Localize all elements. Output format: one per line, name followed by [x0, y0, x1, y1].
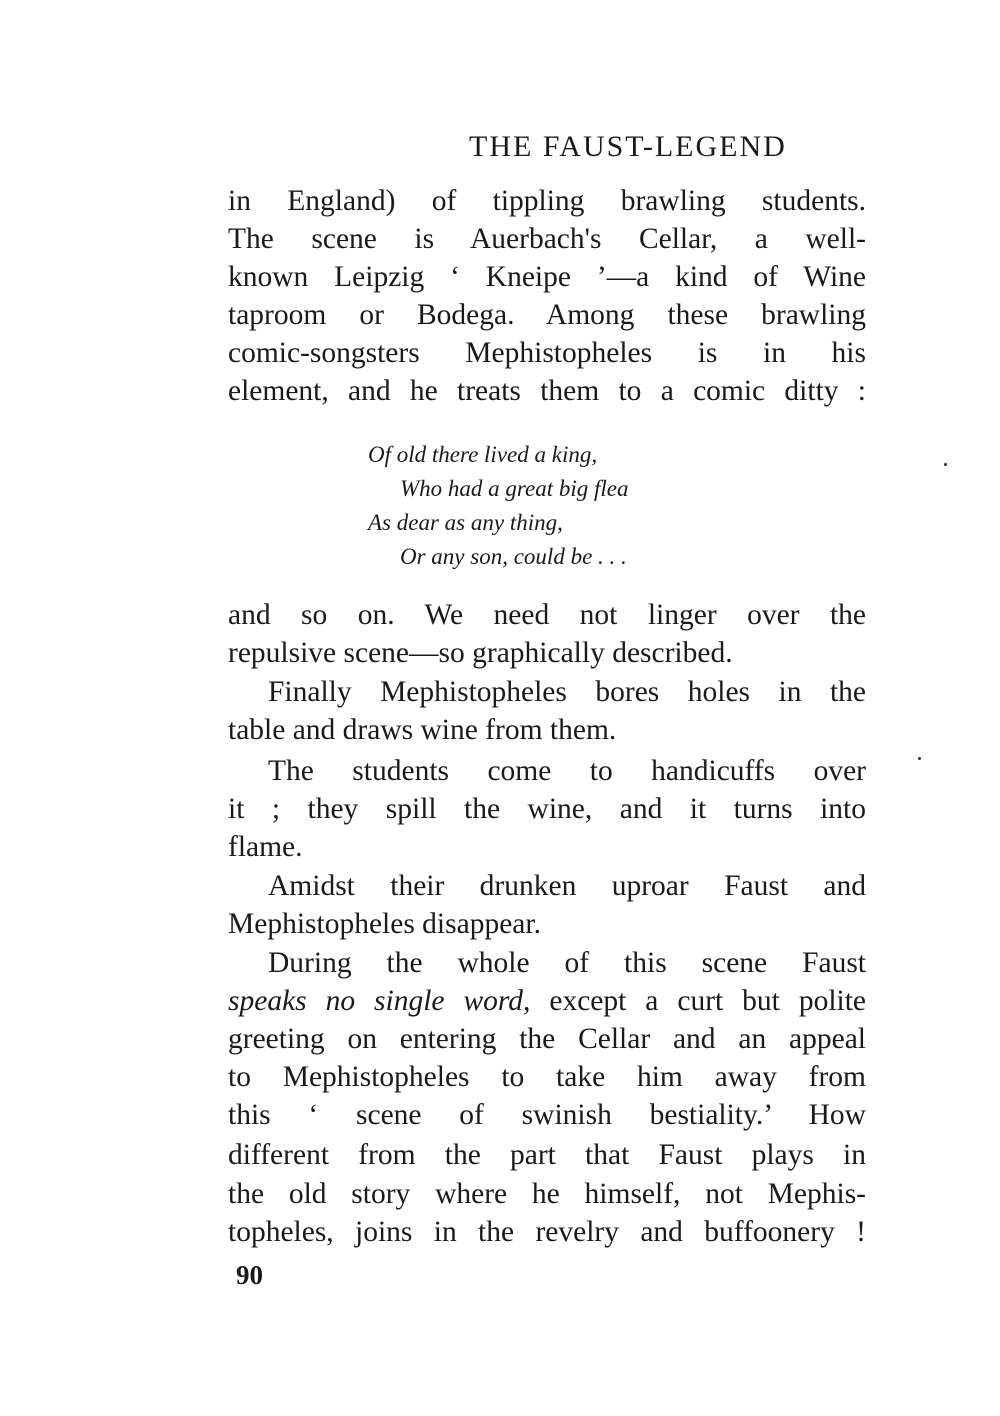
text-line: comic-songsters Mephistopheles is in his [228, 337, 866, 369]
text-line: it ; they spill the wine, and it turns into [228, 793, 866, 825]
text-line: element, and he treats them to a comic ditty : [228, 375, 866, 407]
text-line: Amidst their drunken uproar Faust and [268, 870, 866, 902]
verse-line: Who had a great big flea [400, 476, 629, 501]
text-line: During the whole of this scene Faust [268, 947, 866, 979]
text-line: in England) of tippling brawling students. [228, 185, 866, 217]
emphasis-text: speaks no single word, [228, 985, 531, 1017]
text-line: to Mephistopheles to take him away from [228, 1061, 866, 1093]
text-line: and so on. We need not linger over the [228, 599, 866, 631]
text-line: greeting on entering the Cellar and an appeal [228, 1023, 866, 1055]
text-line: the old story where he himself, not Mephis- [228, 1178, 866, 1210]
text-line: The students come to handicuffs over [268, 755, 866, 787]
verse-line: Of old there lived a king, [368, 442, 598, 467]
text-line: topheles, joins in the revelry and buffoonery ! [228, 1216, 866, 1248]
text-line: Finally Mephistopheles bores holes in the [268, 676, 866, 708]
text-line: The scene is Auerbach's Cellar, a well- [228, 223, 866, 255]
page-number: 90 [236, 1260, 263, 1290]
text-line: known Leipzig ‘ Kneipe ’—a kind of Wine [228, 261, 866, 293]
text-line [228, 982, 866, 1020]
text-span: except a curt but polite [530, 985, 866, 1017]
scan-speck [944, 463, 947, 466]
text-line: flame. [228, 831, 303, 863]
text-line: repulsive scene—so graphically described. [228, 637, 733, 669]
running-head: THE FAUST-LEGEND [469, 130, 787, 163]
verse-line: Or any son, could be . . . [400, 544, 627, 569]
text-line: different from the part that Faust plays in [228, 1139, 866, 1171]
text-line: this ‘ scene of swinish bestiality.’ How [228, 1099, 866, 1131]
text-line: taproom or Bodega. Among these brawling [228, 299, 866, 331]
scan-speck [918, 757, 921, 760]
verse-line: As dear as any thing, [368, 510, 563, 535]
text-line: Mephistopheles disappear. [228, 908, 541, 940]
text-line: table and draws wine from them. [228, 714, 617, 746]
